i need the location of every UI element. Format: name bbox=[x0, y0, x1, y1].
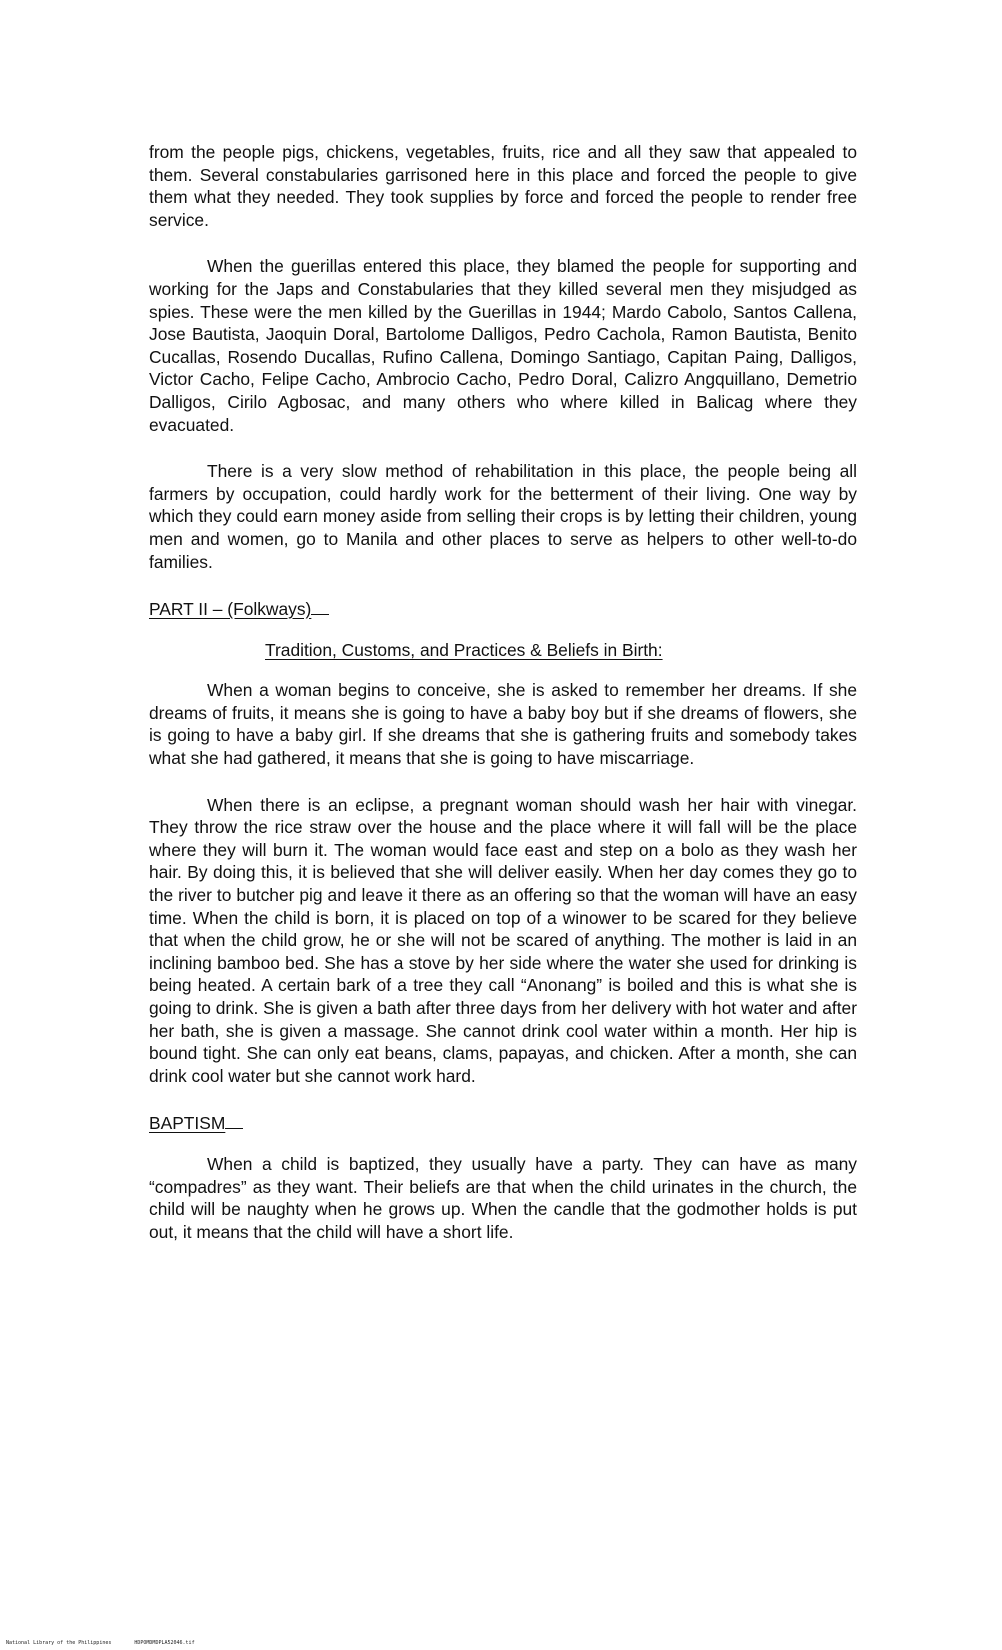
document-body bbox=[149, 141, 857, 1267]
page-footer bbox=[6, 1640, 215, 1646]
paragraph-conception-dreams: When a woman begins to conceive, she is asked to remember her dreams. If she dreams of fruits, it means she is going to have a baby boy but if she dreams of flowers, she is going to have a baby girl. If she dreams that she is gathering fruits and somebody takes what she had gathered, it means that she is going to have miscarriage. bbox=[149, 680, 857, 769]
paragraph-baptism: When a child is baptized, they usually have a party. They can have as many “compadres” as they want. Their beliefs are that when the child urinates in the church, the child will be naughty when he grows up. When the candle that the godmother holds is put out, it means that the child will have a short life. bbox=[149, 1153, 857, 1242]
paragraph-eclipse-delivery: When there is an eclipse, a pregnant woman should wash her hair with vinegar. They throw the rice straw over the house and the place where it will fall will be the place where they will burn it. The woman would face east and step on a bolo as they wash her hair. By doing this, it is believed that she will deliver easily. When her day comes they go to the river to butcher pig and leave it there as an offering so that the woman will have an easy time. When the child is born, it is placed on top of a winower to be scared for they believe that when the child grow, he or she will not be scared of anything. The mother is laid in an inclining bamboo bed. She has a stove by her side where the water she used for drinking is being heated. A certain bark of a tree they call “Anonang” is boiled and this is what she is going to drink. She is given a bath after three days from her delivery with hot water and after her bath, she is given a massage. She cannot drink cool water within a month. Her hip is bound tight. She can only eat beans, clams, papayas, and chicken. After a month, she can drink cool water but she cannot work hard. bbox=[149, 794, 857, 1086]
paragraph-constabularies: from the people pigs, chickens, vegetables, fruits, rice and all they saw that appealed to them. Several constabularies garrisoned here in this place and forced the people to give them what they needed. They took supplies by force and forced the people to render free service. bbox=[149, 142, 857, 230]
paragraph-guerillas: When the guerillas entered this place, they blamed the people for supporting and working for the Japs and Constabularies that they killed several men they misjudged as spies. These were the men killed by the Guerillas in 1944; Mardo Cabolo, Santos Callena, Jose Bautista, Jaoquin Doral, Bartolome Dalligos, Pedro Cachola, Ramon Bautista, Benito Cucallas, Rosendo Ducallas, Rufino Callena, Domingo Santiago, Capitan Paing, Dalligos, Victor Cacho, Felipe Cacho, Ambrocio Cacho, Pedro Doral, Calizro Angquillano, Demetrio Dalligos, Cirilo Agbosac, and many others who where killed in Balicag where they evacuated. bbox=[149, 256, 857, 435]
heading-underline-trail bbox=[311, 597, 329, 615]
baptism-heading-text: BAPTISM bbox=[149, 1113, 226, 1134]
paragraph-rehabilitation: There is a very slow method of rehabilitation in this place, the people being all farmers by occupation, could hardly work for the betterment of their living. One way by which they could earn money aside from selling their crops is by letting their children, young men and women, go to Manila and other places to serve as helpers to other well-to-do families. bbox=[149, 461, 857, 572]
footer-file-id: HDPOMDMDPLA52046.tif bbox=[134, 1640, 195, 1646]
part-ii-heading bbox=[149, 597, 857, 621]
part-ii-heading-text: PART II – (Folkways) bbox=[149, 599, 312, 620]
baptism-heading bbox=[149, 1111, 857, 1135]
heading-underline-trail bbox=[225, 1111, 243, 1129]
birth-beliefs-heading: Tradition, Customs, and Practices & Beliefs in Birth: bbox=[265, 639, 663, 660]
footer-library: National Library of the Philippines bbox=[6, 1640, 112, 1646]
